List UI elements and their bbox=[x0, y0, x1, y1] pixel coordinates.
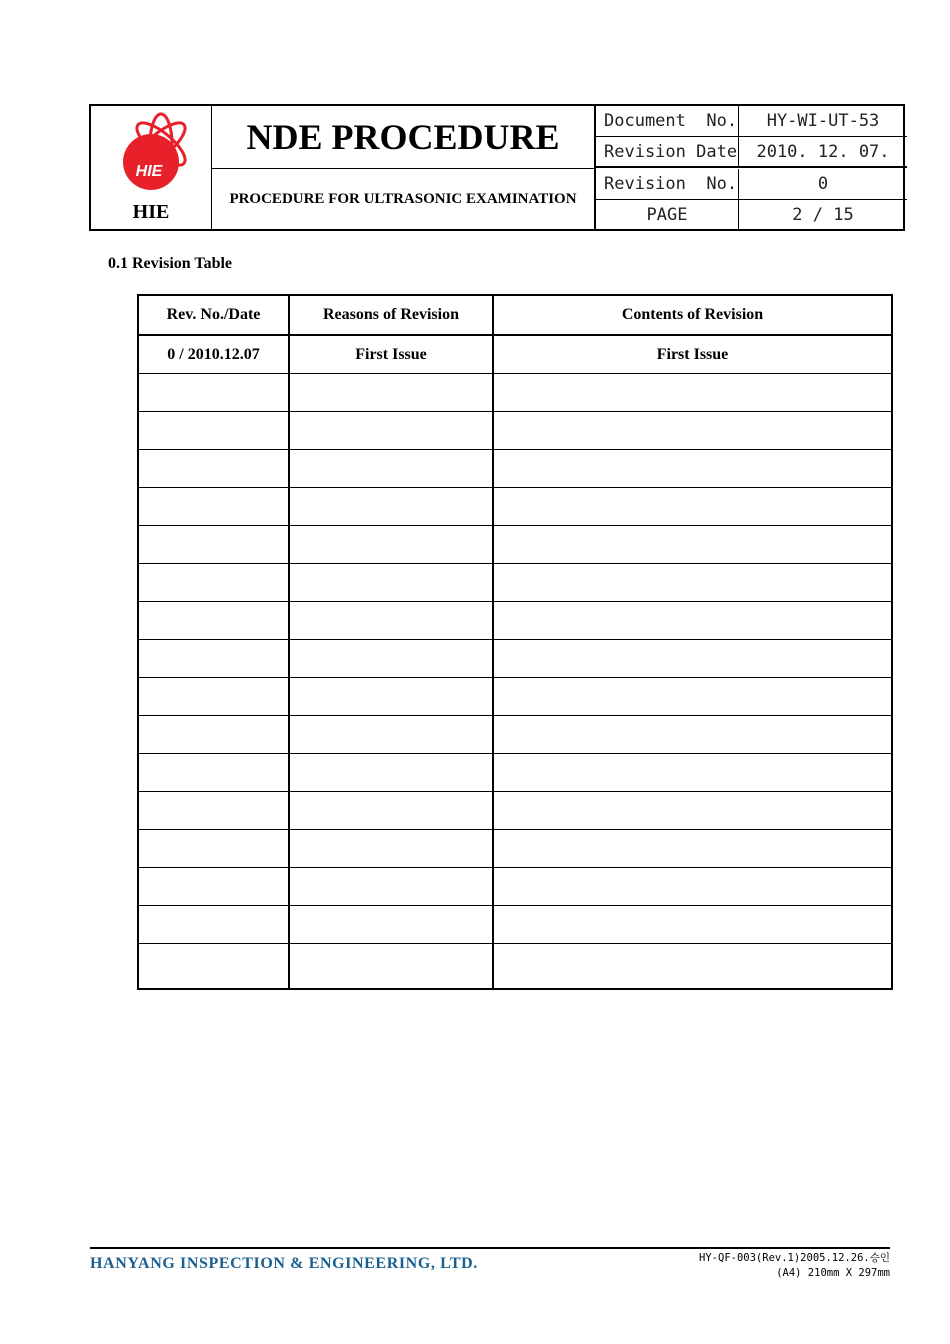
column-header-contents: Contents of Revision bbox=[493, 295, 892, 335]
table-cell bbox=[493, 488, 892, 526]
table-cell bbox=[138, 792, 289, 830]
meta-value: HY-WI-UT-53 bbox=[766, 111, 880, 131]
table-row bbox=[138, 374, 892, 412]
document-meta-table bbox=[594, 106, 905, 229]
table-row bbox=[138, 716, 892, 754]
meta-label: PAGE bbox=[596, 200, 739, 229]
table-cell bbox=[289, 602, 493, 640]
table-cell bbox=[493, 602, 892, 640]
meta-value: 2010. 12. 07. bbox=[756, 142, 890, 162]
table-cell bbox=[493, 640, 892, 678]
table-row bbox=[138, 488, 892, 526]
table-cell bbox=[138, 412, 289, 450]
table-cell: First Issue bbox=[289, 335, 493, 374]
table-cell bbox=[138, 678, 289, 716]
table-cell bbox=[289, 488, 493, 526]
table-row bbox=[138, 526, 892, 564]
table-cell: First Issue bbox=[493, 335, 892, 374]
table-cell bbox=[289, 754, 493, 792]
table-cell bbox=[289, 526, 493, 564]
footer-paper-size: (A4) 210mm X 297mm bbox=[776, 1267, 890, 1279]
table-row bbox=[138, 792, 892, 830]
table-cell bbox=[289, 906, 493, 944]
footer-form-code: HY-QF-003(Rev.1)2005.12.26.승인 bbox=[699, 1252, 890, 1264]
table-cell bbox=[493, 564, 892, 602]
section-title: 0.1 Revision Table bbox=[108, 255, 233, 272]
table-cell bbox=[138, 868, 289, 906]
table-cell bbox=[138, 450, 289, 488]
document-title: NDE PROCEDURE bbox=[212, 106, 594, 169]
footer-company-name: HANYANG INSPECTION & ENGINEERING, LTD. bbox=[90, 1255, 478, 1272]
meta-row-document-no bbox=[596, 106, 907, 137]
table-cell bbox=[138, 526, 289, 564]
table-row bbox=[138, 602, 892, 640]
table-cell bbox=[493, 868, 892, 906]
meta-label: Revision Date bbox=[596, 137, 739, 166]
hie-atom-logo-icon bbox=[121, 112, 191, 196]
table-cell bbox=[493, 374, 892, 412]
table-cell bbox=[493, 526, 892, 564]
table-cell bbox=[493, 678, 892, 716]
meta-value: 0 bbox=[817, 174, 829, 194]
table-cell bbox=[493, 792, 892, 830]
table-cell bbox=[493, 944, 892, 990]
table-cell: 0 / 2010.12.07 bbox=[138, 335, 289, 374]
meta-value: 2 / 15 bbox=[792, 205, 854, 225]
table-row bbox=[138, 412, 892, 450]
table-cell bbox=[493, 412, 892, 450]
table-row bbox=[138, 944, 892, 990]
table-cell bbox=[138, 754, 289, 792]
table-row bbox=[138, 335, 892, 374]
logo-text: HIE bbox=[135, 163, 163, 180]
table-cell bbox=[138, 488, 289, 526]
logo-label: HIE bbox=[132, 201, 170, 223]
table-cell bbox=[138, 564, 289, 602]
table-cell bbox=[138, 944, 289, 990]
revision-table bbox=[137, 294, 893, 990]
table-row bbox=[138, 754, 892, 792]
table-cell bbox=[138, 640, 289, 678]
table-cell bbox=[493, 754, 892, 792]
table-cell bbox=[138, 716, 289, 754]
table-cell bbox=[289, 792, 493, 830]
table-row bbox=[138, 450, 892, 488]
meta-row-revision-no bbox=[596, 169, 907, 200]
table-cell bbox=[138, 374, 289, 412]
meta-row-page bbox=[596, 200, 907, 229]
table-cell bbox=[289, 374, 493, 412]
table-row bbox=[138, 830, 892, 868]
meta-label: Document No. bbox=[596, 106, 739, 136]
table-cell bbox=[289, 564, 493, 602]
meta-row-revision-date bbox=[596, 137, 907, 168]
table-cell bbox=[289, 640, 493, 678]
footer-form-info bbox=[699, 1251, 890, 1281]
table-row bbox=[138, 640, 892, 678]
table-cell bbox=[289, 868, 493, 906]
table-row bbox=[138, 564, 892, 602]
table-cell bbox=[289, 678, 493, 716]
table-cell bbox=[289, 830, 493, 868]
table-cell bbox=[289, 450, 493, 488]
column-header-reasons: Reasons of Revision bbox=[289, 295, 493, 335]
table-cell bbox=[493, 830, 892, 868]
table-cell bbox=[289, 944, 493, 990]
document-header bbox=[89, 104, 905, 231]
table-row bbox=[138, 868, 892, 906]
meta-label: Revision No. bbox=[596, 169, 739, 199]
table-cell bbox=[138, 906, 289, 944]
column-header-rev-no: Rev. No./Date bbox=[138, 295, 289, 335]
table-row bbox=[138, 906, 892, 944]
table-cell bbox=[493, 716, 892, 754]
table-cell bbox=[138, 830, 289, 868]
company-logo-cell bbox=[91, 106, 212, 229]
document-subtitle: PROCEDURE FOR ULTRASONIC EXAMINATION bbox=[229, 190, 577, 207]
table-cell bbox=[138, 602, 289, 640]
table-row bbox=[138, 678, 892, 716]
table-cell bbox=[493, 906, 892, 944]
table-cell bbox=[289, 412, 493, 450]
footer-divider bbox=[90, 1247, 890, 1249]
table-cell bbox=[289, 716, 493, 754]
table-cell bbox=[493, 450, 892, 488]
table-header-row bbox=[138, 295, 892, 335]
